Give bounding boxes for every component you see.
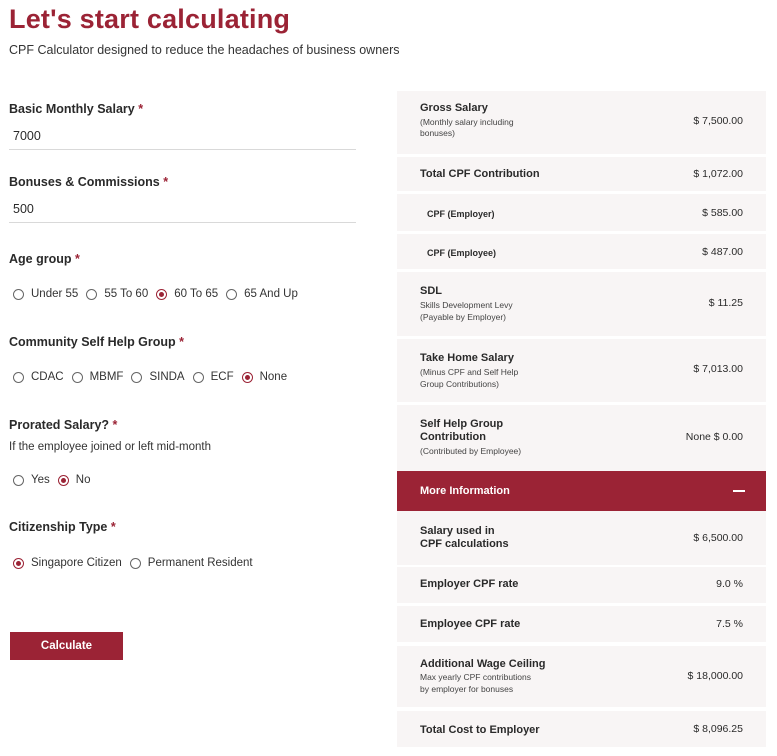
gross-salary-label: Gross Salary: [420, 102, 488, 114]
collapse-minus-icon: [733, 490, 745, 492]
radio-circle-selected: [156, 289, 167, 300]
take-home-value: $ 7,013.00: [693, 363, 743, 375]
shg-contribution-value: None $ 0.00: [685, 431, 743, 443]
total-cpf-label: Total CPF Contribution: [420, 168, 540, 180]
page-subtitle: CPF Calculator designed to reduce the headaches of business owners: [9, 43, 400, 57]
radio-circle-selected: [242, 372, 253, 383]
radio-circle: [86, 289, 97, 300]
bonuses-input[interactable]: [9, 195, 356, 223]
shg-contribution-label-1: Self Help Group: [420, 418, 504, 430]
prorated-label: Prorated Salary? *: [9, 418, 118, 432]
total-cost-value: $ 8,096.25: [693, 723, 743, 735]
self-help-group-label: Community Self Help Group *: [9, 335, 185, 349]
radio-age-60-to-65[interactable]: 60 To 65: [156, 288, 218, 300]
employee-rate-value: 7.5 %: [716, 618, 743, 630]
radio-circle-selected: [58, 475, 69, 486]
more-information-label: More Information: [420, 485, 510, 497]
radio-circle: [130, 558, 141, 569]
awc-note-1: Max yearly CPF contributions: [420, 672, 532, 682]
result-employee-rate: [397, 606, 766, 642]
sdl-note-2: (Payable by Employer): [420, 312, 506, 322]
radio-circle: [193, 372, 204, 383]
cpf-employer-label: CPF (Employer): [427, 209, 495, 219]
radio-circle: [13, 372, 24, 383]
take-home-note-2: Group Contributions): [420, 379, 499, 389]
radio-citizen-singapore[interactable]: Singapore Citizen: [13, 557, 122, 569]
bonuses-label: Bonuses & Commissions *: [9, 175, 169, 189]
result-gross-salary: [397, 91, 766, 154]
sdl-note-1: Skills Development Levy: [420, 300, 513, 310]
cpf-employee-value: $ 487.00: [702, 246, 743, 258]
total-cpf-value: $ 1,072.00: [693, 168, 743, 180]
radio-circle: [131, 372, 142, 383]
employer-rate-label: Employer CPF rate: [420, 578, 519, 590]
gross-salary-note-2: bonuses): [420, 128, 455, 138]
result-salary-cpf: [397, 511, 766, 565]
basic-salary-input[interactable]: [9, 122, 356, 150]
prorated-hint: If the employee joined or left mid-month: [9, 441, 211, 453]
radio-shg-sinda[interactable]: SINDA: [131, 371, 184, 383]
radio-citizen-pr[interactable]: Permanent Resident: [130, 557, 253, 569]
radio-circle-selected: [13, 558, 24, 569]
radio-circle: [72, 372, 83, 383]
gross-salary-note-1: (Monthly salary including: [420, 117, 514, 127]
awc-label: Additional Wage Ceiling: [420, 658, 546, 670]
prorated-radios: [13, 474, 98, 486]
radio-shg-none[interactable]: None: [242, 371, 288, 383]
result-total-cpf: [397, 157, 766, 191]
awc-note-2: by employer for bonuses: [420, 684, 514, 694]
salary-cpf-label-2: CPF calculations: [420, 538, 509, 550]
radio-age-under-55[interactable]: Under 55: [13, 288, 78, 300]
cpf-employee-label: CPF (Employee): [427, 248, 497, 258]
result-cpf-employer: [397, 194, 766, 231]
radio-circle: [226, 289, 237, 300]
gross-salary-value: $ 7,500.00: [693, 115, 743, 127]
sdl-label: SDL: [420, 285, 442, 297]
radio-circle: [13, 475, 24, 486]
take-home-label: Take Home Salary: [420, 352, 514, 364]
result-cpf-employee: [397, 234, 766, 269]
result-awc: [397, 646, 766, 707]
radio-circle: [13, 289, 24, 300]
result-sdl: [397, 272, 766, 336]
calculate-button[interactable]: Calculate: [10, 632, 123, 660]
shg-contribution-note: (Contributed by Employee): [420, 446, 522, 456]
radio-prorated-no[interactable]: No: [58, 474, 91, 486]
more-information-toggle[interactable]: [397, 471, 766, 511]
employer-rate-value: 9.0 %: [716, 578, 743, 590]
result-total-cost: [397, 711, 766, 747]
citizenship-label: Citizenship Type *: [9, 520, 116, 534]
radio-shg-cdac[interactable]: CDAC: [13, 371, 64, 383]
radio-age-65-and-up[interactable]: 65 And Up: [226, 288, 298, 300]
basic-salary-label: Basic Monthly Salary *: [9, 102, 144, 116]
result-take-home: [397, 339, 766, 402]
citizenship-radios: [13, 557, 261, 569]
radio-shg-mbmf[interactable]: MBMF: [72, 371, 124, 383]
radio-shg-ecf[interactable]: ECF: [193, 371, 234, 383]
radio-prorated-yes[interactable]: Yes: [13, 474, 50, 486]
salary-cpf-value: $ 6,500.00: [693, 532, 743, 544]
radio-age-55-to-60[interactable]: 55 To 60: [86, 288, 148, 300]
take-home-note-1: (Minus CPF and Self Help: [420, 367, 519, 377]
page-title: Let's start calculating: [9, 4, 291, 34]
result-employer-rate: [397, 567, 766, 603]
age-group-label: Age group *: [9, 252, 80, 266]
awc-value: $ 18,000.00: [687, 670, 743, 682]
employee-rate-label: Employee CPF rate: [420, 618, 521, 630]
result-shg-contribution: [397, 405, 766, 471]
sdl-value: $ 11.25: [708, 297, 743, 309]
total-cost-label: Total Cost to Employer: [420, 724, 540, 736]
shg-contribution-label-2: Contribution: [420, 431, 486, 443]
salary-cpf-label-1: Salary used in: [420, 525, 495, 537]
age-group-radios: [13, 288, 306, 300]
cpf-employer-value: $ 585.00: [702, 207, 743, 219]
self-help-group-radios: [13, 371, 295, 383]
